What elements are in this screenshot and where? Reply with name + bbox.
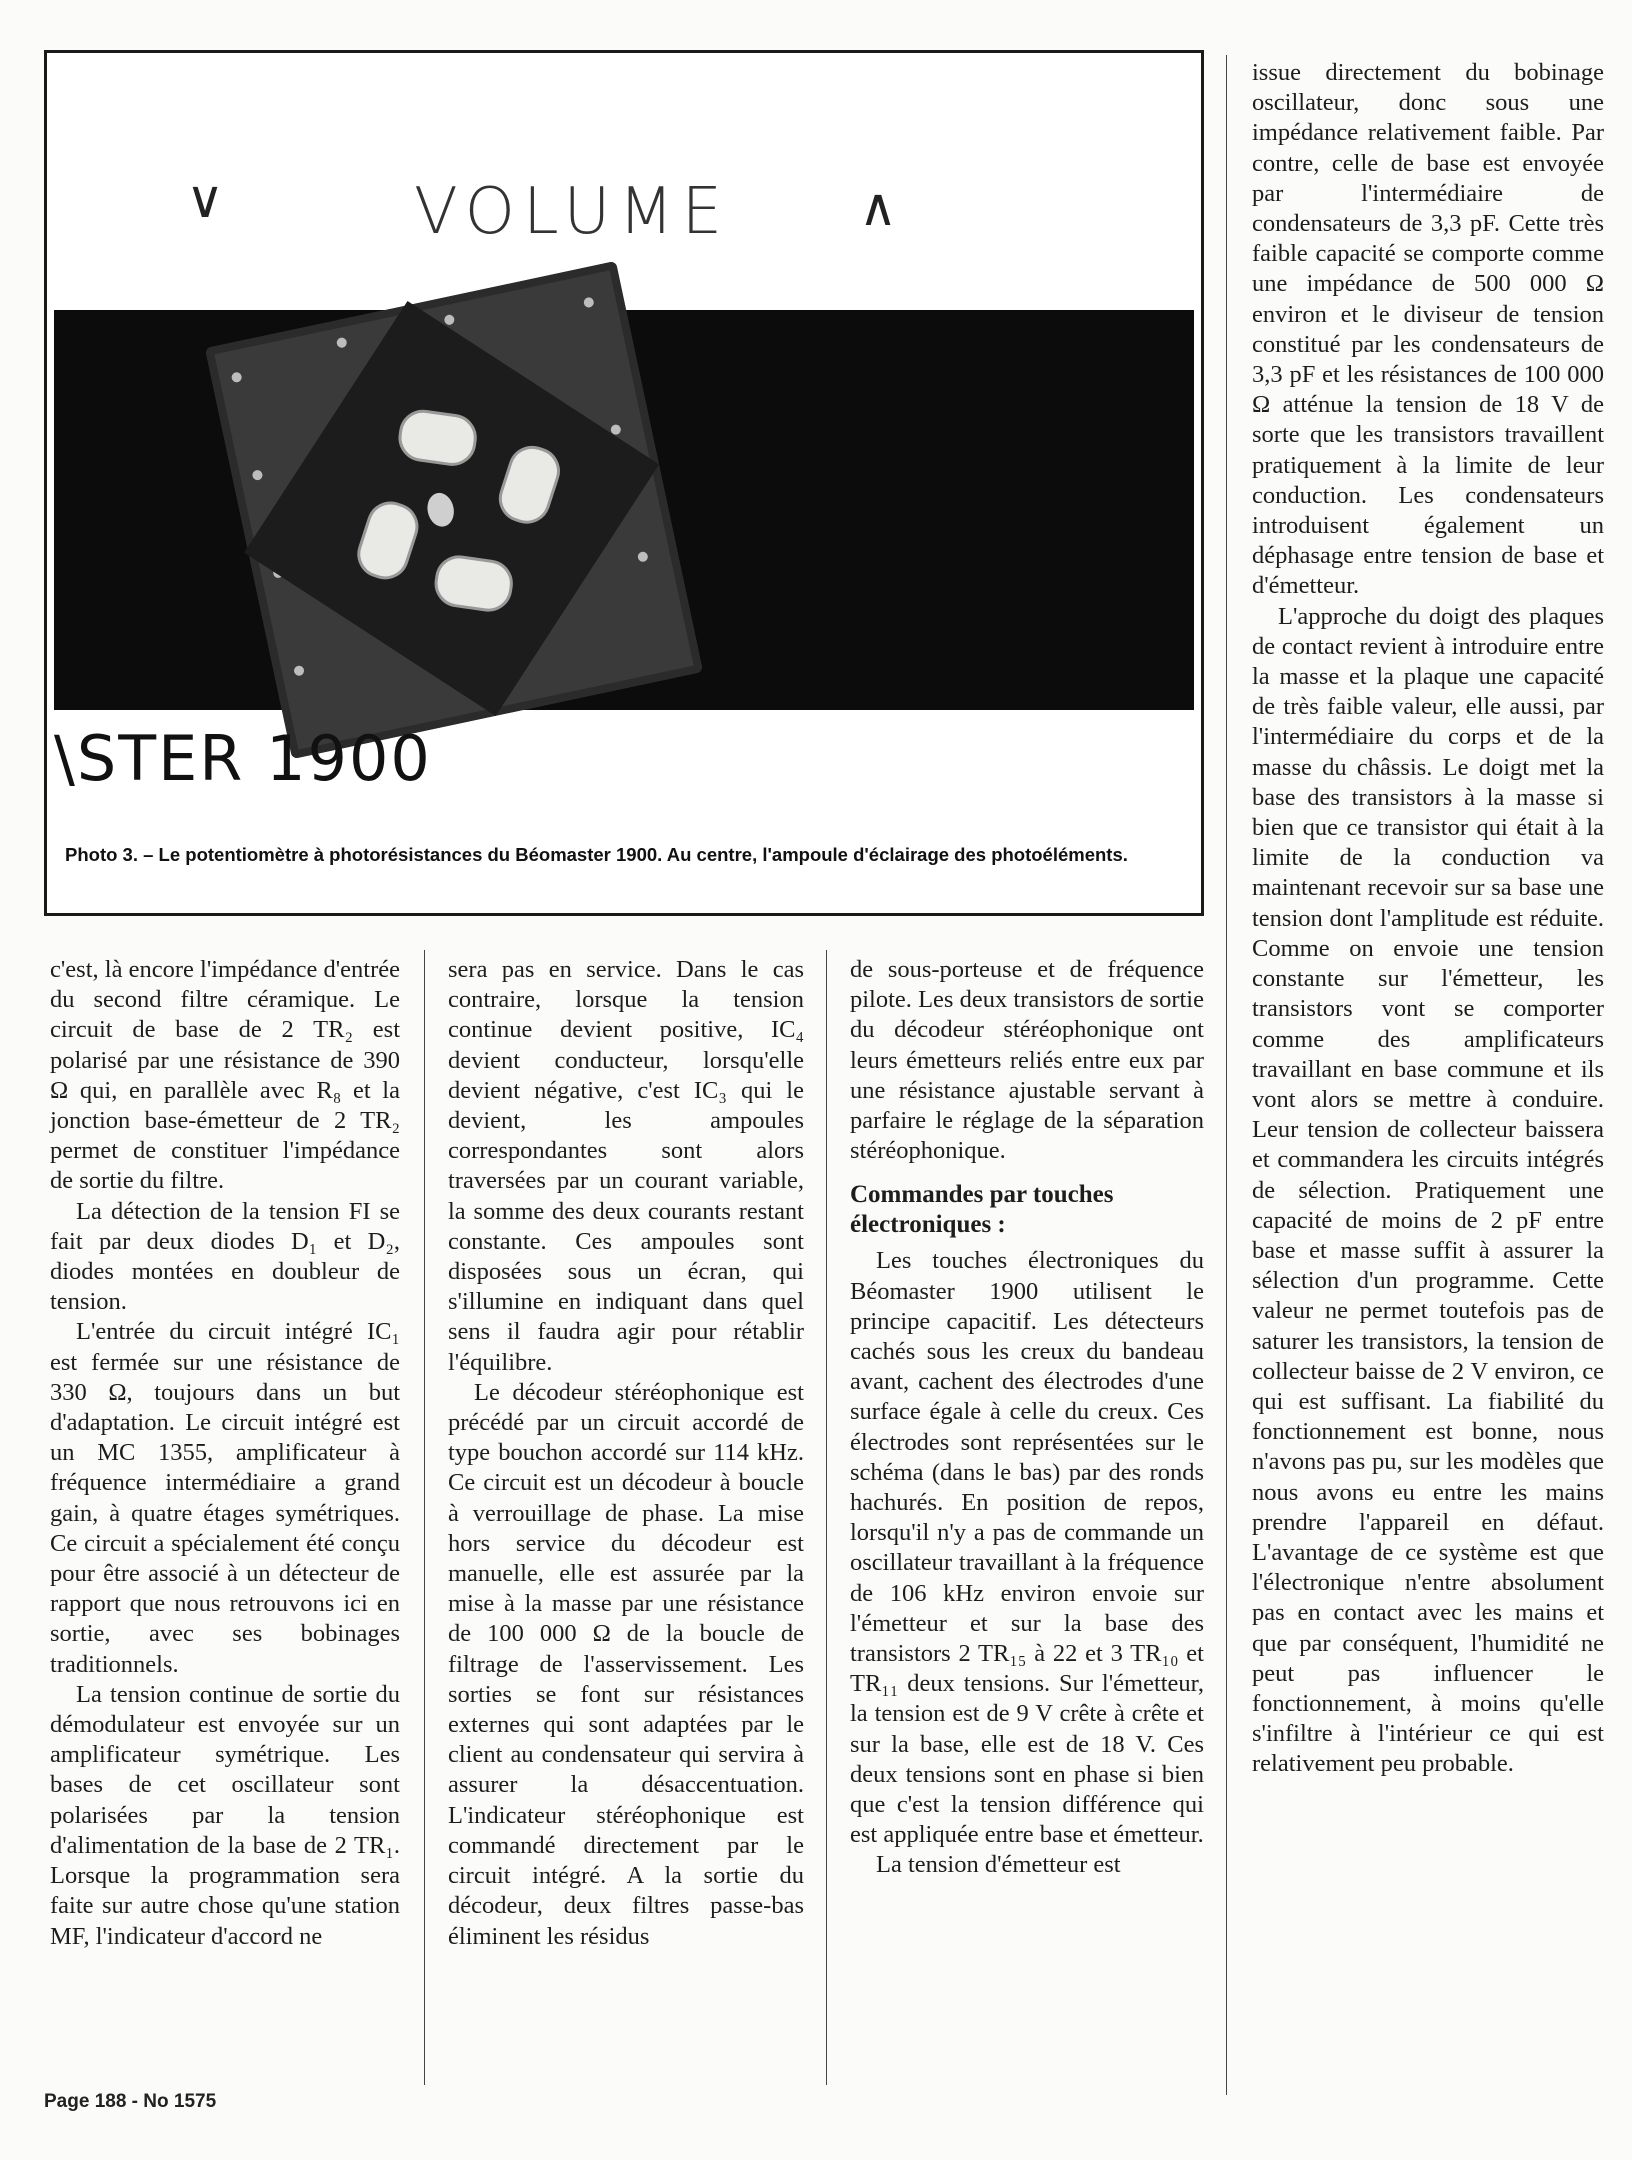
paragraph: La tension d'émetteur est [876,1851,1121,1879]
column-divider [826,950,827,2085]
volume-label: VOLUME [414,175,730,249]
screw-icon [443,314,455,326]
paragraph: c'est, là encore l'impédance d'entrée du second filtre céramique. Le circuit de base de 2 TR₂ est polarisé par une résistance de 390 Ω qui, en parallèle avec R₈ et la jonction base-émetteur de 2 TR₂ permet de constituer l'impédance de sortie du filtre. [50,956,400,1195]
text-column-1 [50,955,400,1952]
paragraph: Les touches électroniques du Béomaster 1900 utilisent le principe capacitif. Les détecteurs cachés sous les creux du bandeau avant, cachent des électrodes d'une surface égale à celle du creux. Ces électrodes sont représentées sur le schéma (dans le bas) par des ronds hachurés. En position de repos, lorsqu'il n'y a pas de commande un oscillateur travaillant à la fréquence de 106 kHz environ envoie sur l'émetteur et sur la base des transistors 2 TR₁₅ à 22 et 3 TR₁₀ et TR₁₁ deux tensions. Sur l'émetteur, la tension est de 9 V crête à crête et sur la base, elle est de 18 V. Ces deux tensions sont en phase si bien que c'est la tension différence qui est appliquée entre base et émetteur. [850,1247,1204,1849]
paragraph: sera pas en service. Dans le cas contraire, lorsque la tension continue devient positive, IC₄ devient conducteur, lorsqu'elle devient négative, c'est IC₃ qui le devient, les ampoules correspondantes sont alors traversées par un courant variable, la somme des deux courants restant constante. Ces ampoules sont disposées sous un écran, qui s'illumine en indiquant dans quel sens il faudra agir pour rétablir l'équilibre. [448,956,804,1376]
text-column-4 [1252,58,1604,1780]
photo-caption: Photo 3. – Le potentiomètre à photorésistances du Béomaster 1900. Au centre, l'ampoule d'éclairage des photoéléments. [65,844,1128,865]
photo-potentiometer [54,60,1194,812]
screw-icon [231,371,243,383]
section-heading: Commandes par touches électroniques : [850,1181,1114,1239]
screw-icon [583,297,595,309]
page-footer: Page 188 - No 1575 [44,2091,217,2112]
paragraph: de sous-porteuse et de fréquence pilote. Les deux transistors de sortie du décodeur stéréophonique ont leurs émetteurs reliés entre eux par une résistance ajustable servant à parfaire le réglage de la séparation stéréophonique. [850,956,1204,1165]
paragraph: La tension continue de sortie du démodulateur est envoyée sur un amplificateur symétrique. Les bases de cet oscillateur sont polarisées par la tension d'alimentation de la base de 2 TR₁. Lorsque la programmation sera faite sur autre chose qu'une station MF, l'indicateur d'accord ne [50,1680,400,1950]
paragraph: L'entrée du circuit intégré IC₁ est fermée sur une résistance de 330 Ω, toujours dans un but d'adaptation. Le circuit intégré est un MC 1355, amplificateur à fréquence intermédiaire a grand gain, à quatre étages symétriques. Ce circuit a spécialement été conçu pour être associé à un détecteur de rapport que nous retrouvons ici en sortie, avec ses bobinages traditionnels. [50,1318,400,1678]
chevron-up-icon: ∧ [859,178,898,238]
paragraph: L'approche du doigt des plaques de contact revient à introduire entre la masse et la plaque une capacité de très faible valeur, elle aussi, par l'intermédiaire du corps et de la masse du châssis. Le doigt met la base des transistors à la masse si bien que ce transistor qui était à la limite de la conduction va maintenant recevoir sur sa base une tension dont l'amplitude est réduite. Comme on envoie une tension constante sur l'émetteur, les transistors vont se comporter comme des amplificateurs travaillant en base commune et ils vont alors se mettre à conduire. Leur tension de collecteur baissera et commandera les circuits intégrés de sélection. Pratiquement une capacité de moins de 2 pF entre base et masse suffit à assurer la sélection d'un programme. Cette valeur ne permet toutefois pas de saturer les transistors, la tension de collecteur baisse de 2 V environ, ce qui est suffisant. La fiabilité du fonctionnement est bonne, nous n'avons pas pu, sur les modèles que nous avons eu entre les mains prendre l'appareil en défaut. L'avantage de ce système est que l'électronique n'entre absolument pas en contact avec les mains et que par conséquent, l'humidité ne peut pas influencer le fonctionnement, à moins qu'elle s'infiltre à l'intérieur ce qui est relativement peu probable. [1252,602,1604,1778]
screw-icon [293,665,305,677]
chevron-down-icon: ∨ [186,170,225,230]
potentiometer-panel [205,261,703,759]
screw-icon [252,469,264,481]
paragraph: La détection de la tension FI se fait par deux diodes D₁ et D₂, diodes montées en doubleur de tension. [50,1197,400,1316]
paragraph: Le décodeur stéréophonique est précédé par un circuit accordé de type bouchon accordé sur 114 kHz. Ce circuit est un décodeur à boucle à verrouillage de phase. La mise hors service du décodeur est manuelle, elle est assurée par la mise à la masse par une résistance de 100 000 Ω de la boucle de filtrage de l'asservissement. Les sorties se font sur résistances externes qui sont adaptées par le client au condensateur qui servira à assurer la désaccentuation. L'indicateur stéréophonique est commandé directement par le circuit intégré. A la sortie du décodeur, deux filtres passe-bas éliminent les résidus [448,1378,804,1950]
model-label: \STER 1900 [54,722,432,795]
column-divider [424,950,425,2085]
text-column-2 [448,955,804,1952]
screw-icon [637,551,649,563]
paragraph: issue directement du bobinage oscillateur, donc sous une impédance relativement faible. Par contre, celle de base est envoyée par l'intermédiaire de condensateurs de 3,3 pF. Cette très faible capacité se comporte comme une impédance de 500 000 Ω environ et le diviseur de tension constitué par les condensateurs de 3,3 pF et les résistances de 100 000 Ω atténue la tension de 18 V de sorte que les transistors travaillent pratiquement à la limite de leur conduction. Les condensateurs introduisent également un déphasage entre tension de base et d'émetteur. [1252,59,1604,600]
screw-icon [336,337,348,349]
photo-frame [44,50,1204,916]
text-column-3 [850,955,1204,1881]
column-divider [1226,55,1227,2095]
